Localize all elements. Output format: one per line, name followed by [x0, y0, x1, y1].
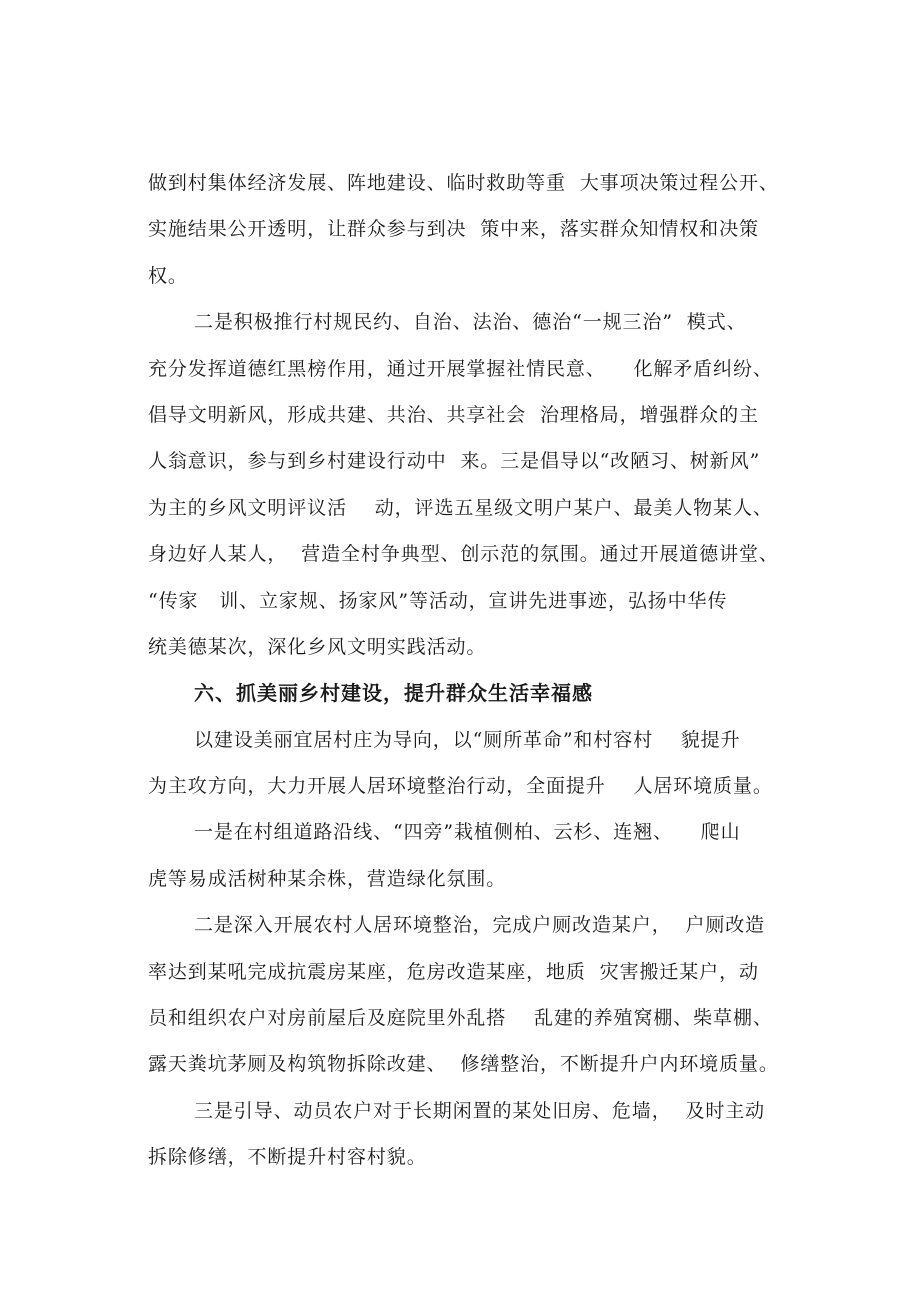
text-line: 身边好人某人， 营造全村争典型、创示范的氛围。通过开展道德讲堂、: [148, 543, 779, 566]
text-line: 实施结果公开透明，让群众参与到决 策中来，落实群众知情权和决策: [148, 218, 759, 241]
paragraph-environment-rectification: [148, 902, 816, 1088]
text-line: 做到村集体经济发展、阵地建设、临时救助等重 大事项决策过程公开、: [148, 172, 779, 194]
text-line: 员和组织农户对房前屋后及庭院里外乱搭 乱建的养殖窝棚、柴草棚、: [148, 1007, 773, 1030]
text-line: 权。: [148, 264, 188, 287]
section-heading: 六、抓美丽乡村建设，提升群众生活幸福感: [194, 681, 593, 706]
paragraph-livable-village: [148, 717, 816, 810]
text-line: 率达到某吼完成抗震房某座，危房改造某座，地质 灾害搬迁某户，动: [148, 960, 759, 983]
text-line: 为主的乡风文明评议活 动，评选五星级文明户某户、最美人物某人、: [148, 496, 773, 519]
text-line: 二是积极推行村规民约、自治、法治、德治“一规三治” 模式、: [194, 311, 747, 334]
paragraph-village-rules: [148, 299, 816, 670]
document-body: [148, 160, 816, 1181]
text-line: 倡导文明新风，形成共建、共治、共享社会 治理格局，增强群众的主: [148, 403, 759, 426]
text-line: 拆除修缮，不断提升村容村貌。: [148, 1146, 427, 1169]
text-line: 露天粪坑茅厕及构筑物拆除改建、 修缮整治，不断提升户内环境质量。: [148, 1053, 779, 1076]
text-line: 虎等易成活树种某余株，营造绿化氛围。: [148, 867, 507, 890]
text-line: 一是在村组道路沿线、“四旁”栽植侧柏、云杉、连翘、 爬山: [194, 821, 741, 844]
paragraph-decision-transparency: [148, 160, 816, 299]
text-line: 统美德某次，深化乡风文明实践活动。: [148, 635, 487, 658]
paragraph-greening: [148, 809, 816, 902]
text-line: 为主攻方向，大力开展人居环境整治行动，全面提升 人居环境质量。: [148, 775, 773, 798]
text-line: “传家 训、立家规、扬家风”等活动，宣讲先进事迹，弘扬中华传: [148, 589, 728, 612]
text-line: 三是引导、动员农户对于长期闲置的某处旧房、危墙， 及时主动: [194, 1099, 766, 1122]
paragraph-old-houses: [148, 1088, 816, 1181]
text-line: 充分发挥道德红黑榜作用，通过开展掌握社情民意、 化解矛盾纠纷、: [148, 357, 773, 380]
text-line: 二是深入开展农村人居环境整治，完成户厕改造某户， 户厕改造: [194, 914, 766, 937]
text-line: 人翁意识，参与到乡村建设行动中 来。三是倡导以“改陋习、树新风”: [148, 450, 761, 473]
text-line: 以建设美丽宜居村庄为导向，以“厕所革命”和村容村 貌提升: [194, 728, 741, 751]
